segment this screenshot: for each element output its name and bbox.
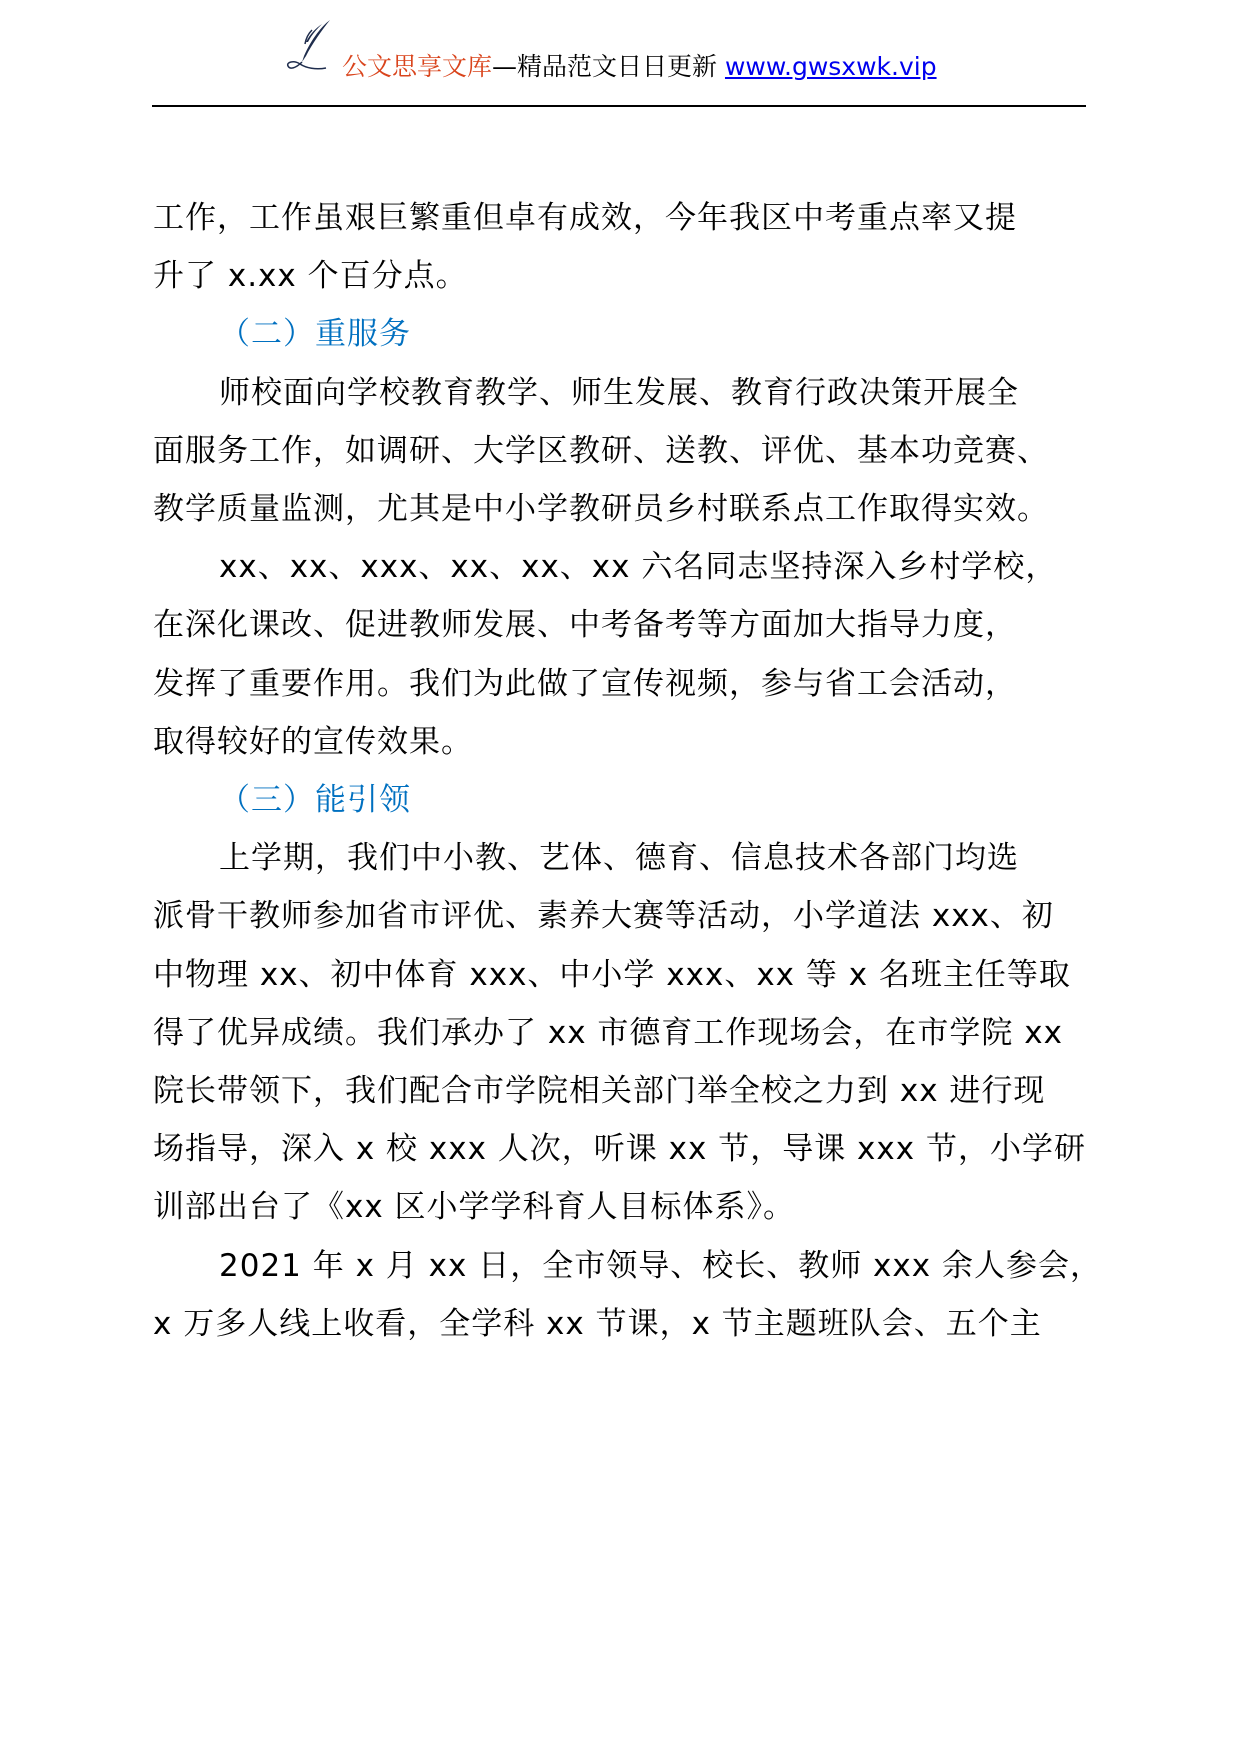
paragraph-line: x 万多人线上收看，全学科 xx 节课，x 节主题班队会、五个主 [153,1306,1042,1342]
paragraph-line: 工作，工作虽艰巨繁重但卓有成效，今年我区中考重点率又提 [153,200,1017,236]
header-text [342,50,937,84]
paragraph-line: 派骨干教师参加省市评优、素养大赛等活动，小学道法 xxx、初 [153,898,1054,934]
paragraph-line: 场指导，深入 x 校 xxx 人次，听课 xx 节，导课 xxx 节，小学研 [153,1131,1086,1167]
paragraph-line: 面服务工作，如调研、大学区教研、送教、评优、基本功竞赛、 [153,433,1049,469]
page-header [0,0,1240,110]
paragraph-line: 升了 x.xx 个百分点。 [153,258,468,294]
slogan: —精品范文日日更新 [492,52,725,81]
paragraph-line: 取得较好的宣传效果。 [153,724,473,760]
paragraph-line: 2021 年 x 月 xx 日，全市领导、校长、教师 xxx 余人参会， [219,1248,1102,1284]
paragraph-line: 教学质量监测，尤其是中小学教研员乡村联系点工作取得实效。 [153,491,1049,527]
paragraph-line: 在深化课改、促进教师发展、中考备考等方面加大指导力度， [153,607,1017,643]
section-heading: （二）重服务 [219,316,411,352]
site-link[interactable]: www.gwsxwk.vip [724,52,937,81]
header-divider [152,105,1086,107]
paragraph-line: 院长带领下，我们配合市学院相关部门举全校之力到 xx 进行现 [153,1073,1046,1109]
paragraph-line: 上学期，我们中小教、艺体、德育、信息技术各部门均选 [219,840,1019,876]
paragraph-line: 得了优异成绩。我们承办了 xx 市德育工作现场会，在市学院 xx [153,1015,1063,1051]
paragraph-line: 发挥了重要作用。我们为此做了宣传视频，参与省工会活动， [153,666,1017,702]
brand-name: 公文思享文库 [342,52,493,81]
paragraph-line: 师校面向学校教育教学、师生发展、教育行政决策开展全 [219,375,1019,411]
paragraph-line: 中物理 xx、初中体育 xxx、中小学 xxx、xx 等 x 名班主任等取 [153,957,1071,993]
quill-pen-icon [282,16,342,76]
paragraph-line: xx、xx、xxx、xx、xx、xx 六名同志坚持深入乡村学校， [219,549,1058,585]
paragraph-line: 训部出台了《xx 区小学学科育人目标体系》。 [153,1189,796,1225]
section-heading: （三）能引领 [219,782,411,818]
